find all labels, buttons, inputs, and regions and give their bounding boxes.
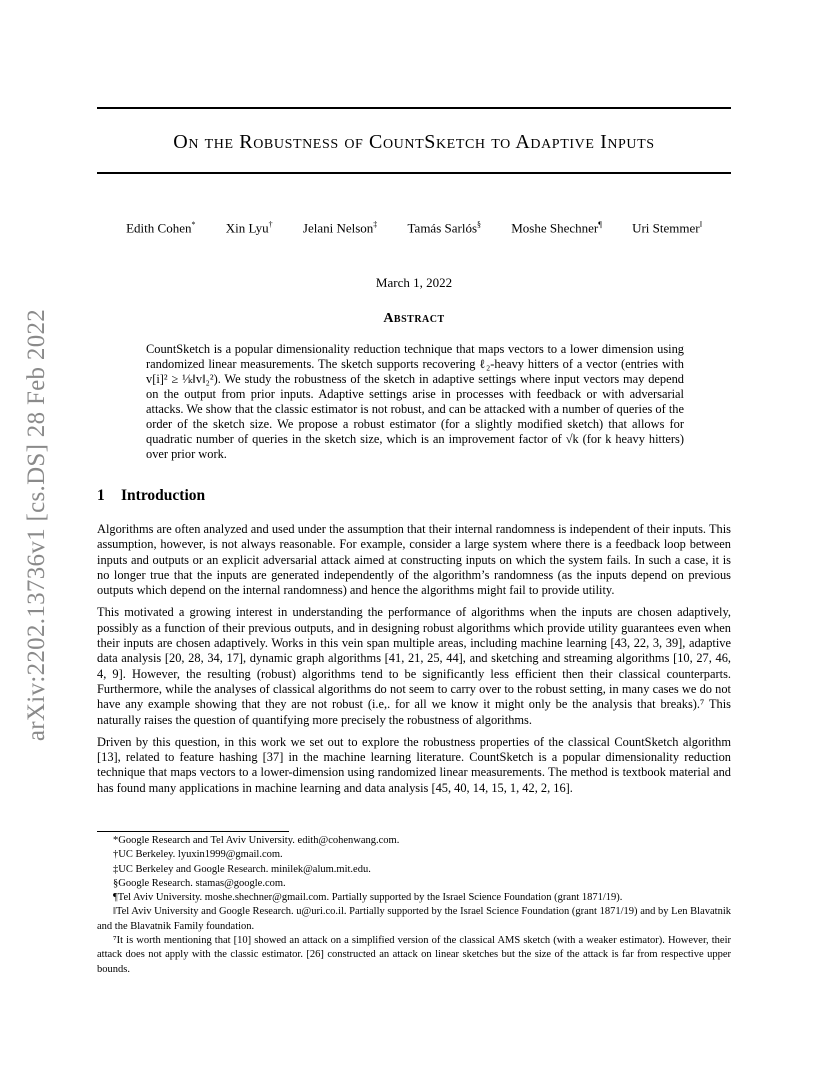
section-body: [97, 522, 731, 803]
author: [408, 220, 482, 236]
author: [511, 220, 602, 236]
section-title: Introduction: [121, 487, 206, 504]
paper-date: March 1, 2022: [375, 275, 453, 290]
abstract-text: CountSketch is a popular dimensionality reduction technique that maps vectors to a lower dimension using randomized linear measurements. The sketch supports recovering ℓ₂-heavy hitters of a vector (entries with v[i]² ≥ ¹⁄ₖ‖v‖₂²). We study the robustness of the sketch in adaptive settings where input vectors may depend on the output from prior inputs. Adaptive settings arise in processes with feedback or with adversarial attacks. We show that the classic estimator is not robust, and can be attacked with a number of queries of the order of the sketch size. We propose a robust estimator (for a slightly modified sketch) that allows for quadratic number of queries in the sketch size, which is an improvement factor of √k (for k heavy hitters) over prior work.: [146, 342, 684, 461]
author-mark: ‡: [373, 220, 378, 229]
abstract-heading: Abstract: [383, 311, 445, 326]
footnote-rule: [97, 831, 289, 832]
author-mark: †: [268, 220, 273, 229]
author-mark: §: [477, 220, 482, 229]
footnote: ‡UC Berkeley and Google Research. minilek@alum.mit.edu.: [113, 863, 371, 875]
author-name: Tamás Sarlós: [407, 220, 478, 236]
author-mark: *: [191, 220, 196, 229]
body-paragraph: This motivated a growing interest in understanding the performance of algorithms when the inputs are chosen adaptively, possibly as a function of their previous outputs, and in designing robust algorithms which provide utility guarantees even when their inputs are chosen adaptively. Works in this vein span multiple areas, including machine learning [43, 22, 3, 39], adaptive data analysis [20, 28, 34, 17], dynamic graph algorithms [41, 21, 25, 44], and sketching and streaming algorithms [10, 27, 46, 4, 9]. However, the resulting (robust) algorithms tend to be significantly less efficient then their classical counterparts. Furthermore, while the analyses of classical algorithms do not seem to carry over to the robust setting, in many cases we do not have any example showing that they are not robust (i.e,. for all we know it might only be the analysis that breaks).⁷ This naturally raises the question of quantifying more precisely the robustness of algorithms.: [97, 605, 731, 727]
author-mark: ¶: [598, 220, 602, 229]
paper-title: On the Robustness of CountSketch to Adaptive Inputs: [173, 131, 655, 153]
author-name: Edith Cohen: [126, 220, 192, 236]
arxiv-identifier-text: arXiv:2202.13736v1 [cs.DS] 28 Feb 2022: [23, 308, 51, 742]
author-name: Jelani Nelson: [302, 220, 374, 236]
author: [632, 220, 702, 236]
author-name: Xin Lyu: [225, 220, 269, 236]
section-heading: [97, 487, 205, 505]
footnote: ‖Tel Aviv University and Google Research. u@uri.co.il. Partially supported by the Israel Science Foundation (grant 1871/19) and by Len Blavatnik and the Blavatnik Family foundation.: [97, 906, 731, 932]
body-paragraph: Algorithms are often analyzed and used under the assumption that their internal randomness is independent of their inputs. This assumption, however, is not always reasonable. For example, consider a large system where there is a feedback loop between inputs and outputs or an explicit adversarial attack aimed at constructing inputs on which the system fails. In such a case, it is no longer true that the inputs are generated independently of the algorithm’s randomness (as the inputs depend on previous outputs which depend on the internal randomness) and hence the algorithms might fail to provide utility.: [97, 522, 731, 598]
footnote: *Google Research and Tel Aviv University. edith@cohenwang.com.: [113, 835, 400, 846]
author: [226, 220, 273, 236]
author-name: Moshe Shechner: [511, 220, 599, 236]
section-number: 1: [97, 487, 105, 504]
author: [303, 220, 377, 236]
author: [126, 220, 195, 236]
footnote: †UC Berkeley. lyuxin1999@gmail.com.: [113, 849, 283, 861]
title-bottom-rule: [97, 172, 731, 174]
arxiv-side-identifier: [22, 290, 52, 760]
author-list: [97, 220, 731, 236]
footnotes: [97, 834, 731, 977]
footnote: ¶Tel Aviv University. moshe.shechner@gmail.com. Partially supported by the Israel Science Foundation (grant 1871/19).: [113, 892, 623, 904]
author-name: Uri Stemmer: [632, 220, 700, 236]
footnote: §Google Research. stamas@google.com.: [113, 877, 286, 889]
body-paragraph: Driven by this question, in this work we set out to explore the robustness properties of the classical CountSketch algorithm [13], related to feature hashing [37] in the machine learning literature. CountSketch is a popular dimensionality reduction technique that maps vectors to a lower-dimension using randomized linear measurements. The method is textbook material and has found many applications in machine learning and data analysis [45, 40, 14, 15, 1, 42, 2, 16].: [97, 734, 731, 795]
author-mark: ‖: [699, 220, 702, 229]
footnote: ⁷It is worth mentioning that [10] showed an attack on a simplified version of the classical AMS sketch (with a weaker estimator). However, their attack does not apply with the classic estimator. [26] constructed an attack on linear sketches but the size of the attack is far from respective upper bounds.: [97, 935, 731, 975]
title-top-rule: [97, 107, 731, 109]
